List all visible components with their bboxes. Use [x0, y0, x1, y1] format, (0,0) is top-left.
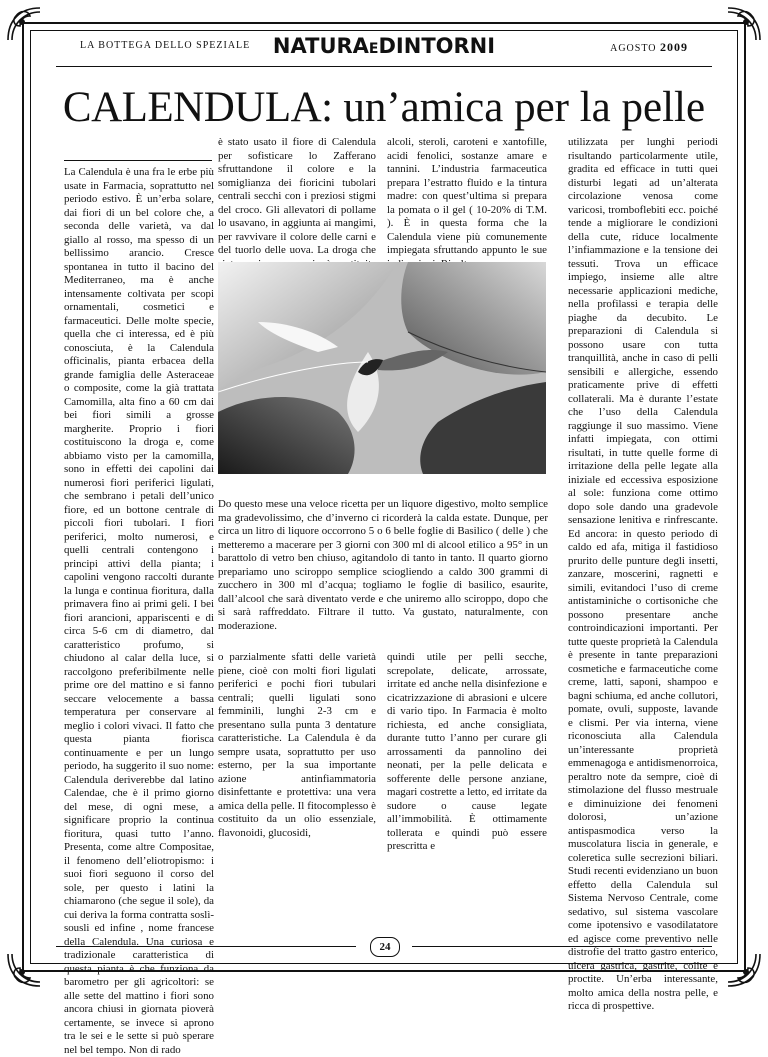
paragraph: alcoli, steroli, caroteni e xantofille, acidi fenolici, sostanze amare e tannini. L’industria farmaceutica prepara l’estratto fluido e la tintura madre: con quest’ultima si prepara la pomata o il gel ( 10-20% di T.M. ). È in questa forma che la Calendula viene più comunemente impiegata sfruttando appunto le sue [387, 136, 547, 256]
article-column-4 [568, 136, 718, 1014]
article-title [0, 80, 768, 136]
issue-year: 2009 [660, 40, 688, 54]
recipe-box [218, 498, 548, 633]
footer-rule-left [56, 946, 356, 947]
corner-ornament-icon [726, 952, 762, 988]
recipe-text: Do questo mese una veloce ricetta per un liquore digestivo, molto semplice ma gradevolissimo, che d’inverno ci ricorderà la calda estate. Dunque, per circa un litro di liquore occorrono 5 o 6 belle foglie di Basilico ( delle ) che metteremo a macerare per 3 giorni con 300 ml di alcool etilico a 95° in un barattolo di vetro ben chiuso, agitandolo di tanto in tanto. Il quarto giorno prepariamo uno sciroppo semplice sciogliendo a caldo 300 grammi di zucchero in 300 ml d’acqua; togliamo le foglie di basilico, esaurite, dall’alcool che sarà diventato verde e che uniremo allo sciroppo, dopo che si sarà raffreddato. Filtrare il tutto. Va gustato, naturalmente, con moderazione. [218, 498, 548, 632]
basil-photo [218, 262, 546, 474]
section-label: LA BOTTEGA DELLO SPEZIALE [80, 40, 251, 51]
paragraph: utilizzata per lunghi periodi risultando particolarmente utile, gradita ed efficace in tutti quei disturbi legati ad un’alterata circolazione venosa come varicosi, tromboflebiti ecc. poiché tende a migliorare le condizioni della cute, riduce localmente l’infiammazione e la tensione dei tessuti. Trova un efficace impiego, insieme alle altre necessarie applicazioni mediche, nella profilassi e terapia delle piaghe da decubito. Le preparazioni di Calendula si possono usare con tutta tranquillità, anche in caso di pelli sensibili e allergiche, essendo praticamente prive di effetti collaterali. Ma è durante l’estate che l’uso della Calendula raggiunge il suo massimo. Viene infatti impiegata, con ottimi risultati, in tutte quelle forme di irritazione della pelle legate alla iniziale ed eccessiva esposizione al sole: funziona come ottimo dopo sole dando una gradevole sensazione lenitiva e rinfrescante. Ed ancora: in questo periodo di caldo ed afa, mitiga il fastidioso prurito delle punture degli insetti, zanzare, moscerini, ragnetti e simili, evitandoci l’uso di creme antistaminiche o cortisoniche che possono presentare anche controindicazioni importanti. Per tutte queste proprietà la Calendula è presente in tante preparazioni cosmetiche e farmaceutiche come creme, latti, saponi, shampoo e bagni schiuma, ed anche collutori, pomate, ovuli, supposte, lavande e clismi. Per via interna, viene riconosciuta alla Calendula un’interessante proprietà emmenagoga e antidismenorroica, peraltro note da sempre, cioè di stimolazione del flusso mestruale e diminuizione dei fenomeni dolorosi, un’azione antispasmodica verso la muscolatura liscia in generale, e coleretica sulle secrezioni biliari. Studi recenti evidenziano un buon effetto della Calendula sul Sistema Nervoso Centrale, come sedativo, sul sistema vascolare come ipotensivo e vasodilatatore ed agisce come preventivo nelle distrofie del tratto gastro enterico, ulcera gastrica, gastrite, colite e proctite. Un’erba interessante, molto amica della nostra pelle, e ricca di prospettive. [568, 136, 718, 1012]
article-title-main: CALENDULA: [62, 84, 333, 131]
logo-word-natura: NATURA [272, 34, 369, 58]
article-column-1 [64, 166, 214, 1057]
page-number: 24 [370, 937, 400, 957]
paragraph: o parzialmente sfatti delle varietà piene, cioè con molti fiori ligulati periferici e pochi fiori tubulari centrali; quelli ligulati sono femminili, lunghi 2-3 cm e presentano sulla punta 3 dentature caratteristiche. La Calendula è da sempre usata, soprattutto per uso esterno, per la sua importante azione antinfiammatoria disinfettante e protettiva: una vera amica della pelle. Il fitocomplesso è costituito da un olio essenziale, flavonoidi, glucosidi, [218, 651, 376, 839]
issue-date [610, 40, 688, 55]
article-column-6 [387, 651, 547, 854]
footer-rule-right [412, 946, 712, 947]
logo-word-e: E [368, 41, 379, 57]
corner-ornament-icon [6, 952, 42, 988]
paragraph: è stato usato il fiore di Calendula per sofisticare lo Zafferano sfruttandone il colore e la somiglianza dei fioricini tubolari centrali secchi con i preziosi stigmi del croco. Gli allevatori di pollame lo usavano, in aggiunta ai mangimi, per ravvivare il colore delle carni e del tuorlo delle uova. La droga che [218, 136, 376, 256]
header-rule [56, 66, 712, 67]
article-column-5 [218, 651, 376, 840]
issue-month: AGOSTO [610, 43, 657, 54]
article-title-rest: un’amica per la pelle [332, 84, 706, 131]
article-column-3 [387, 136, 547, 271]
paragraph: La Calendula è una fra le erbe più usate in Farmacia, soprattutto nel periodo estivo. È un’erba solare, dai fiori di un bel colore che, a seconda delle varietà, va dal giallo al rosso, ma spesso di un bellissimo arancio. Cresce spontanea in tutto il bacino del Mediterraneo, ma è anche intensamente coltivata per scopi ornamentali, cosmetici e farmaceutici. Delle molte specie, quella che ci interessa, ed è più conosciuta, è la Calendula officinalis, pianta erbacea della grande famiglia delle Asteraceae o composite, come la già trattata Camomilla, alta fino a 60 cm dai bei fiori simili a grosse margherite. Proprio i fiori costituiscono la droga e, come abbiamo visto per la camomilla, sono in effetti dei capolini dai numerosi fiori periferici ligulati, che sembrano i petali dell’unico fiore, ed un bottone centrale di piccoli fiori tubolari. I fiori periferici, molto numerosi, e quelli centrali contengono i principi attivi della pianta; i capolini vengono raccolti durante la lunga e continua fioritura, dalla primavera fino ai primi geli. I bei fiori arancioni, appariscenti e di circa 5-6 cm di diametro, dal caratteristico profumo, si chiudono al calar della luce, si raccolgono preferibilmente nelle prime ore del mattino e si fanno seccare velocemente a bassa temperatura per conservare al meglio i colori vivaci. Il fatto che questa pianta fiorisca continuamente e per un lungo periodo, ha suggerito il suo nome: Calendula deriverebbe dal latino Calendae, che è il primo giorno del mese, di ogni mese, a significare proprio la continua fioritura, quasi tutto l’anno. Presenta, come altre Compositae, il fenomeno dell’eliotropismo: i suoi fiori seguono il corso del sole, per questo i latini la chiamarono (che segue il sole), da cui deriva la forma contratta soslì-sousli ed infine , nome francese della Calendula. Una curiosa e tradizionale caratteristica di questa pianta è che funziona da barometro per gli agricoltori: se alle sette del mattino i fiori sono ancora chiusi in giornata pioverà certamente, se invece si aprono tra le sei e le sette si può sperare nel bel tempo. Non di rado [64, 166, 214, 1056]
column-rule [64, 160, 212, 161]
logo-word-dintorni: DINTORNI [378, 34, 496, 58]
paragraph: quindi utile per pelli secche, screpolate, delicate, arrossate, irritate ed anche nella disinfezione e cicatrizzazione di abrasioni e ulcere di vario tipo. In Farmacia è molto richiesta, ed anche consigliata, durante tutto l’anno per curare gli arrossamenti da pannolino dei neonati, per la pelle delicata e sofferente delle persone anziane, magari costrette a letto, ed irritate da sudore o cause legate all’immobilità. È ottimamente tollerata e quindi può essere prescritta e [387, 651, 547, 852]
